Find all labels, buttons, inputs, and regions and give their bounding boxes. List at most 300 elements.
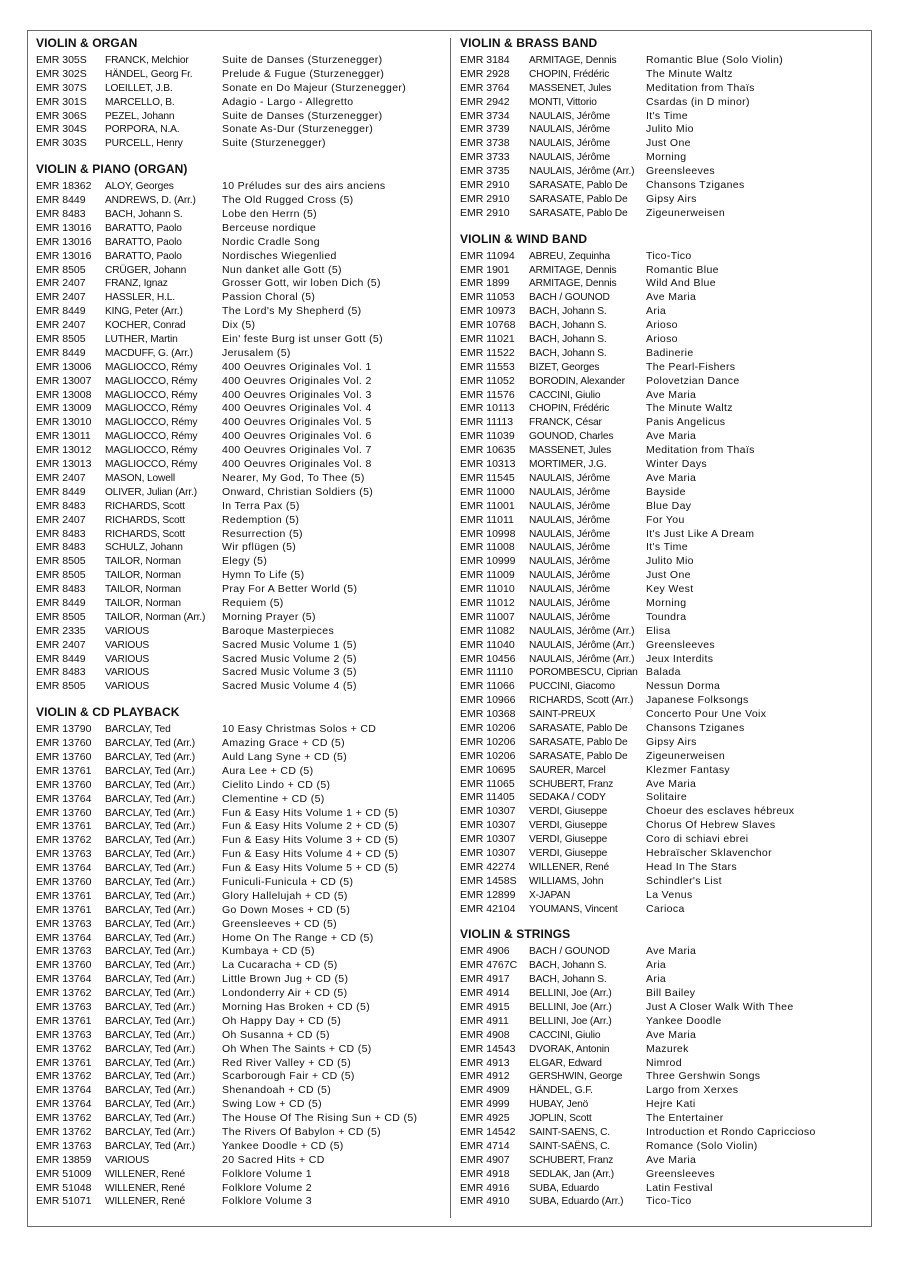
- work-title: Chansons Tziganes: [646, 179, 745, 192]
- composer-name: MAGLIOCCO, Rémy: [105, 459, 198, 471]
- work-title: 10 Préludes sur des airs anciens: [222, 180, 386, 193]
- composer-name: CRÜGER, Johann: [105, 264, 187, 276]
- catalog-number: EMR 4907: [460, 1153, 510, 1166]
- catalog-number: EMR 4925: [460, 1112, 510, 1125]
- column-divider: [450, 38, 451, 1218]
- composer-name: TAILOR, Norman (Arr.): [105, 611, 206, 623]
- composer-name: BARCLAY, Ted: [105, 724, 171, 736]
- catalog-row: [36, 208, 441, 222]
- composer-name: ARMITAGE, Dennis: [529, 55, 617, 66]
- composer-name: TAILOR, Norman: [105, 570, 181, 582]
- catalog-number: EMR 11040: [460, 638, 515, 651]
- composer-name: X-JAPAN: [529, 889, 571, 901]
- work-title: The Rivers Of Babylon + CD (5): [222, 1126, 382, 1139]
- catalog-number: EMR 307S: [36, 81, 87, 94]
- catalog-number: EMR 13761: [36, 1056, 92, 1069]
- catalog-number: EMR 11113: [460, 416, 514, 429]
- work-title: It's Just Like A Dream: [646, 527, 755, 540]
- catalog-row: [36, 569, 441, 583]
- work-title: Key West: [646, 583, 694, 596]
- composer-name: BARCLAY, Ted (Arr.): [105, 807, 196, 819]
- composer-name: TAILOR, Norman: [105, 556, 181, 568]
- catalog-number: EMR 13007: [36, 374, 92, 387]
- catalog-number: EMR 10113: [460, 402, 515, 415]
- catalog-row: [36, 779, 441, 793]
- catalog-row: [36, 430, 441, 444]
- catalog-row: [36, 458, 441, 472]
- catalog-row: [460, 1112, 865, 1126]
- catalog-number: EMR 11011: [460, 513, 514, 526]
- catalog-number: EMR 51048: [36, 1181, 92, 1194]
- composer-name: BIZET, Georges: [529, 361, 600, 373]
- catalog-number: EMR 8483: [36, 208, 86, 221]
- work-title: Polovetzian Dance: [646, 374, 740, 387]
- section-violin-brass-band: [460, 34, 865, 221]
- catalog-row: [36, 834, 441, 848]
- composer-name: NAULAIS, Jérôme: [529, 472, 610, 484]
- work-title: Sacred Music Volume 1 (5): [222, 638, 357, 651]
- catalog-row: [460, 666, 865, 680]
- catalog-row: [36, 68, 441, 82]
- catalog-row: [36, 555, 441, 569]
- catalog-number: EMR 10307: [460, 805, 516, 818]
- catalog-row: [36, 110, 441, 124]
- catalog-number: EMR 13762: [36, 1126, 92, 1139]
- catalog-row: [36, 583, 441, 597]
- composer-name: JOPLIN, Scott: [529, 1113, 592, 1125]
- composer-name: SARASATE, Pablo De: [529, 207, 628, 219]
- catalog-number: EMR 4917: [460, 973, 510, 986]
- catalog-row: [36, 876, 441, 890]
- composer-name: ARMITAGE, Dennis: [529, 264, 617, 276]
- composer-name: NAULAIS, Jérôme: [529, 152, 610, 164]
- work-title: Prelude & Fugue (Sturzenegger): [222, 67, 385, 80]
- catalog-number: EMR 8505: [36, 569, 86, 582]
- composer-name: MAGLIOCCO, Rémy: [105, 403, 198, 415]
- catalog-row: [460, 1182, 865, 1196]
- catalog-row: [460, 1015, 865, 1029]
- catalog-row: [460, 514, 865, 528]
- catalog-number: EMR 13761: [36, 764, 92, 777]
- catalog-row: [36, 862, 441, 876]
- composer-name: BARATTO, Paolo: [105, 236, 182, 248]
- catalog-row: [460, 500, 865, 514]
- work-title: Requiem (5): [222, 596, 284, 609]
- catalog-row: [36, 319, 441, 333]
- catalog-row: [36, 137, 441, 151]
- catalog-row: [36, 1015, 441, 1029]
- composer-name: SARASATE, Pablo De: [529, 722, 628, 734]
- work-title: 400 Oeuvres Originales Vol. 7: [222, 444, 372, 457]
- catalog-row: [36, 416, 441, 430]
- catalog-row: [460, 291, 865, 305]
- work-title: Baroque Masterpieces: [222, 624, 335, 637]
- work-title: Suite de Danses (Sturzenegger): [222, 54, 383, 66]
- composer-name: NAULAIS, Jérôme: [529, 500, 610, 512]
- catalog-row: [460, 569, 865, 583]
- composer-name: BARCLAY, Ted (Arr.): [105, 1140, 196, 1152]
- catalog-row: [460, 708, 865, 722]
- section-violin-wind-band: [460, 230, 865, 917]
- catalog-row: [460, 1084, 865, 1098]
- catalog-number: EMR 10635: [460, 444, 516, 457]
- catalog-number: EMR 8483: [36, 527, 86, 540]
- composer-name: BARCLAY, Ted (Arr.): [105, 1043, 196, 1055]
- work-title: Funiculi-Funicula + CD (5): [222, 875, 354, 888]
- composer-name: SUBA, Eduardo (Arr.): [529, 1196, 624, 1208]
- catalog-number: EMR 1901: [460, 263, 510, 276]
- catalog-number: EMR 8483: [36, 666, 86, 679]
- work-title: Pray For A Better World (5): [222, 583, 358, 596]
- catalog-number: EMR 11066: [460, 680, 515, 693]
- composer-name: ELGAR, Edward: [529, 1057, 602, 1069]
- catalog-row: [460, 1029, 865, 1043]
- catalog-number: EMR 13011: [36, 430, 91, 443]
- composer-name: NAULAIS, Jérôme: [529, 597, 610, 609]
- catalog-row: [36, 54, 441, 68]
- catalog-row: [460, 1195, 865, 1209]
- composer-name: PURCELL, Henry: [105, 138, 183, 150]
- catalog-number: EMR 13762: [36, 834, 92, 847]
- work-title: Aria: [646, 973, 667, 986]
- work-title: It's Time: [646, 541, 688, 554]
- catalog-number: EMR 4912: [460, 1070, 510, 1083]
- catalog-number: EMR 305S: [36, 54, 87, 66]
- composer-name: HÄNDEL, G.F.: [529, 1085, 593, 1097]
- catalog-row: [460, 959, 865, 973]
- composer-name: BACH / GOUNOD: [529, 946, 610, 958]
- work-title: Ave Maria: [646, 388, 697, 401]
- catalog-number: EMR 14542: [460, 1126, 516, 1139]
- catalog-row: [36, 361, 441, 375]
- composer-name: VERDI, Giuseppe: [529, 806, 608, 818]
- catalog-row: [36, 1195, 441, 1209]
- work-title: It's Time: [646, 109, 688, 122]
- composer-name: BARCLAY, Ted (Arr.): [105, 751, 196, 763]
- right-column: [460, 34, 865, 1218]
- work-title: Londonderry Air + CD (5): [222, 987, 348, 1000]
- work-title: Concerto Pour Une Voix: [646, 708, 767, 721]
- work-title: Clementine + CD (5): [222, 792, 325, 805]
- catalog-row: [460, 277, 865, 291]
- catalog-number: EMR 13764: [36, 973, 92, 986]
- work-title: For You: [646, 513, 685, 526]
- catalog-number: EMR 13016: [36, 235, 92, 248]
- work-title: Jeux Interdits: [646, 652, 714, 665]
- composer-name: DVORAK, Antonin: [529, 1043, 610, 1055]
- catalog-number: EMR 11007: [460, 610, 515, 623]
- composer-name: PUCCINI, Giacomo: [529, 681, 615, 693]
- composer-name: KING, Peter (Arr.): [105, 306, 183, 318]
- composer-name: MONTI, Vittorio: [529, 96, 597, 108]
- composer-name: NAULAIS, Jérôme: [529, 514, 610, 526]
- catalog-number: EMR 11110: [460, 666, 514, 679]
- catalog-row: [36, 820, 441, 834]
- catalog-number: EMR 2335: [36, 624, 86, 637]
- catalog-number: EMR 13764: [36, 931, 92, 944]
- catalog-number: EMR 8483: [36, 499, 86, 512]
- composer-name: SCHUBERT, Franz: [529, 778, 614, 790]
- catalog-row: [36, 402, 441, 416]
- catalog-number: EMR 4911: [460, 1014, 509, 1027]
- catalog-number: EMR 10206: [460, 749, 516, 762]
- work-title: Solitaire: [646, 791, 688, 804]
- work-title: Panis Angelicus: [646, 416, 726, 429]
- catalog-number: EMR 8449: [36, 346, 86, 359]
- catalog-row: [36, 945, 441, 959]
- catalog-number: EMR 13764: [36, 1084, 92, 1097]
- catalog-number: EMR 13761: [36, 889, 92, 902]
- catalog-row: [460, 847, 865, 861]
- composer-name: SCHULZ, Johann: [105, 542, 183, 554]
- catalog-row: [36, 1112, 441, 1126]
- composer-name: ARMITAGE, Dennis: [529, 278, 617, 290]
- work-title: The Old Rugged Cross (5): [222, 194, 354, 207]
- catalog-number: EMR 2910: [460, 179, 510, 192]
- work-title: Nimrod: [646, 1056, 682, 1069]
- catalog-row: [460, 165, 865, 179]
- composer-name: SAINT-PREUX: [529, 709, 596, 721]
- catalog-number: EMR 42274: [460, 860, 516, 873]
- work-title: Romance (Solo Violin): [646, 1139, 758, 1152]
- work-title: Just A Closer Walk With Thee: [646, 1001, 794, 1013]
- composer-name: WILLENER, René: [529, 861, 609, 873]
- catalog-number: EMR 13762: [36, 987, 92, 1000]
- catalog-number: EMR 10966: [460, 694, 516, 707]
- catalog-number: EMR 11052: [460, 374, 515, 387]
- composer-name: BARCLAY, Ted (Arr.): [105, 849, 196, 861]
- composer-name: BARCLAY, Ted (Arr.): [105, 1099, 196, 1111]
- work-title: La Cucaracha + CD (5): [222, 959, 338, 972]
- catalog-number: EMR 13763: [36, 945, 92, 958]
- catalog-row: [460, 541, 865, 555]
- work-title: Fun & Easy Hits Volume 3 + CD (5): [222, 834, 399, 847]
- catalog-row: [36, 1154, 441, 1168]
- catalog-row: [460, 1126, 865, 1140]
- catalog-row: [460, 764, 865, 778]
- work-title: Oh Susanna + CD (5): [222, 1028, 330, 1041]
- composer-name: BORODIN, Alexander: [529, 375, 625, 387]
- catalog-row: [36, 486, 441, 500]
- work-title: Hymn To Life (5): [222, 569, 305, 582]
- work-title: Coro di schiavi ebrei: [646, 833, 749, 846]
- catalog-row: [36, 528, 441, 542]
- composer-name: MASON, Lowell: [105, 472, 175, 484]
- catalog-row: [36, 347, 441, 361]
- catalog-row: [460, 583, 865, 597]
- composer-name: WILLENER, René: [105, 1196, 185, 1208]
- catalog-row: [460, 179, 865, 193]
- work-title: Nordic Cradle Song: [222, 235, 320, 248]
- work-title: Badinerie: [646, 346, 694, 359]
- composer-name: HASSLER, H.L.: [105, 292, 175, 304]
- work-title: Aura Lee + CD (5): [222, 764, 314, 777]
- catalog-row: [460, 1001, 865, 1015]
- composer-name: BARCLAY, Ted (Arr.): [105, 835, 196, 847]
- composer-name: BARCLAY, Ted (Arr.): [105, 890, 196, 902]
- composer-name: RICHARDS, Scott: [105, 500, 185, 512]
- work-title: Fun & Easy Hits Volume 5 + CD (5): [222, 862, 399, 875]
- work-title: Yankee Doodle + CD (5): [222, 1139, 344, 1152]
- catalog-number: EMR 10307: [460, 819, 516, 832]
- composer-name: VERDI, Giuseppe: [529, 820, 608, 832]
- composer-name: LOEILLET, J.B.: [105, 82, 173, 94]
- composer-name: VERDI, Giuseppe: [529, 847, 608, 859]
- catalog-row: [460, 791, 865, 805]
- catalog-row: [460, 96, 865, 110]
- catalog-row: [36, 597, 441, 611]
- composer-name: BARCLAY, Ted (Arr.): [105, 1113, 196, 1125]
- work-title: Head In The Stars: [646, 860, 737, 873]
- work-title: Kumbaya + CD (5): [222, 945, 315, 958]
- composer-name: BARCLAY, Ted (Arr.): [105, 765, 196, 777]
- catalog-number: EMR 13763: [36, 1139, 92, 1152]
- work-title: Three Gershwin Songs: [646, 1070, 761, 1083]
- catalog-number: EMR 13761: [36, 903, 92, 916]
- composer-name: ANDREWS, D. (Arr.): [105, 195, 196, 207]
- section-violin-organ: [36, 34, 441, 151]
- work-title: Gipsy Airs: [646, 192, 697, 205]
- catalog-row: [460, 68, 865, 82]
- work-title: Ave Maria: [646, 1028, 697, 1041]
- catalog-number: EMR 11405: [460, 791, 515, 804]
- catalog-row: [460, 694, 865, 708]
- composer-name: VARIOUS: [105, 653, 150, 665]
- work-title: Resurrection (5): [222, 527, 303, 540]
- composer-name: NAULAIS, Jérôme: [529, 570, 610, 582]
- catalog-row: [460, 903, 865, 917]
- composer-name: MASSENET, Jules: [529, 82, 612, 94]
- catalog-number: EMR 12899: [460, 888, 516, 901]
- work-title: Ave Maria: [646, 1153, 697, 1166]
- work-title: Ave Maria: [646, 945, 697, 958]
- catalog-row: [460, 193, 865, 207]
- section-title: VIOLIN & CD PLAYBACK: [36, 705, 180, 720]
- work-title: Greensleeves: [646, 165, 715, 178]
- catalog-row: [36, 389, 441, 403]
- work-title: Ave Maria: [646, 471, 697, 484]
- catalog-row: [460, 1140, 865, 1154]
- catalog-row: [460, 889, 865, 903]
- catalog-number: EMR 2407: [36, 471, 86, 484]
- catalog-number: EMR 3735: [460, 165, 510, 178]
- composer-name: SCHUBERT, Franz: [529, 1154, 614, 1166]
- catalog-row: [460, 486, 865, 500]
- work-title: 400 Oeuvres Originales Vol. 3: [222, 388, 372, 401]
- work-title: 400 Oeuvres Originales Vol. 2: [222, 374, 372, 387]
- work-title: Julito Mio: [646, 123, 694, 136]
- catalog-row: [36, 277, 441, 291]
- catalog-number: EMR 11021: [460, 333, 515, 346]
- composer-name: WILLENER, René: [105, 1168, 185, 1180]
- catalog-number: EMR 13760: [36, 778, 92, 791]
- catalog-number: EMR 10695: [460, 763, 516, 776]
- composer-name: VARIOUS: [105, 1154, 150, 1166]
- catalog-number: EMR 13010: [36, 416, 92, 429]
- catalog-row: [36, 807, 441, 821]
- catalog-number: EMR 13790: [36, 723, 92, 736]
- work-title: Scarborough Fair + CD (5): [222, 1070, 355, 1083]
- catalog-row: [36, 264, 441, 278]
- work-title: Oh Happy Day + CD (5): [222, 1014, 342, 1027]
- work-title: Sacred Music Volume 4 (5): [222, 680, 357, 693]
- catalog-row: [460, 472, 865, 486]
- work-title: Hejre Kati: [646, 1098, 696, 1111]
- composer-name: NAULAIS, Jérôme: [529, 138, 610, 150]
- work-title: Meditation from Thaïs: [646, 444, 755, 457]
- composer-name: BELLINI, Joe (Arr.): [529, 988, 612, 1000]
- composer-name: NAULAIS, Jérôme: [529, 611, 610, 623]
- composer-name: SARASATE, Pablo De: [529, 750, 628, 762]
- work-title: Oh When The Saints + CD (5): [222, 1042, 372, 1055]
- catalog-row: [460, 402, 865, 416]
- composer-name: RICHARDS, Scott (Arr.): [529, 695, 634, 707]
- catalog-number: EMR 4909: [460, 1084, 510, 1097]
- catalog-number: EMR 8483: [36, 541, 86, 554]
- work-title: Little Brown Jug + CD (5): [222, 973, 349, 986]
- catalog-row: [460, 1057, 865, 1071]
- catalog-number: EMR 11001: [460, 499, 515, 512]
- catalog-row: [36, 1043, 441, 1057]
- work-title: La Venus: [646, 888, 693, 901]
- work-title: Nearer, My God, To Thee (5): [222, 471, 365, 484]
- catalog-row: [460, 389, 865, 403]
- section-violin-cd-playback: [36, 703, 441, 1209]
- catalog-number: EMR 10206: [460, 721, 516, 734]
- work-title: Hebraïscher Sklavenchor: [646, 846, 772, 859]
- work-title: The Entertainer: [646, 1112, 724, 1125]
- catalog-row: [36, 1126, 441, 1140]
- catalog-row: [36, 639, 441, 653]
- catalog-row: [36, 1070, 441, 1084]
- composer-name: BARCLAY, Ted (Arr.): [105, 918, 196, 930]
- composer-name: SEDLAK, Jan (Arr.): [529, 1168, 615, 1180]
- catalog-number: EMR 10206: [460, 735, 516, 748]
- composer-name: BARCLAY, Ted (Arr.): [105, 738, 196, 750]
- composer-name: PEZEL, Johann: [105, 110, 175, 122]
- catalog-number: EMR 8505: [36, 610, 86, 623]
- catalog-row: [36, 541, 441, 555]
- composer-name: MASSENET, Jules: [529, 445, 612, 457]
- catalog-row: [36, 765, 441, 779]
- left-column: [36, 34, 441, 1218]
- section-title: VIOLIN & WIND BAND: [460, 231, 588, 246]
- work-title: Nun danket alle Gott (5): [222, 263, 342, 276]
- catalog-number: EMR 10307: [460, 846, 516, 859]
- catalog-number: EMR 13764: [36, 862, 92, 875]
- catalog-row: [460, 458, 865, 472]
- catalog-row: [36, 1001, 441, 1015]
- work-title: Auld Lang Syne + CD (5): [222, 750, 348, 763]
- catalog-number: EMR 4915: [460, 1001, 510, 1013]
- catalog-row: [460, 750, 865, 764]
- work-title: Mazurek: [646, 1042, 689, 1055]
- catalog-row: [460, 736, 865, 750]
- catalog-number: EMR 13006: [36, 360, 92, 373]
- catalog-number: EMR 11039: [460, 430, 515, 443]
- composer-name: BARATTO, Paolo: [105, 222, 182, 234]
- composer-name: POROMBESCU, Ciprian: [529, 667, 638, 679]
- composer-name: VERDI, Giuseppe: [529, 834, 608, 846]
- catalog-number: EMR 51009: [36, 1167, 92, 1180]
- catalog-number: EMR 2407: [36, 291, 86, 304]
- section-violin-strings: [460, 925, 865, 1209]
- catalog-row: [36, 1098, 441, 1112]
- catalog-number: EMR 13760: [36, 737, 92, 750]
- catalog-number: EMR 13760: [36, 875, 92, 888]
- catalog-row: [460, 444, 865, 458]
- composer-name: BARCLAY, Ted (Arr.): [105, 793, 196, 805]
